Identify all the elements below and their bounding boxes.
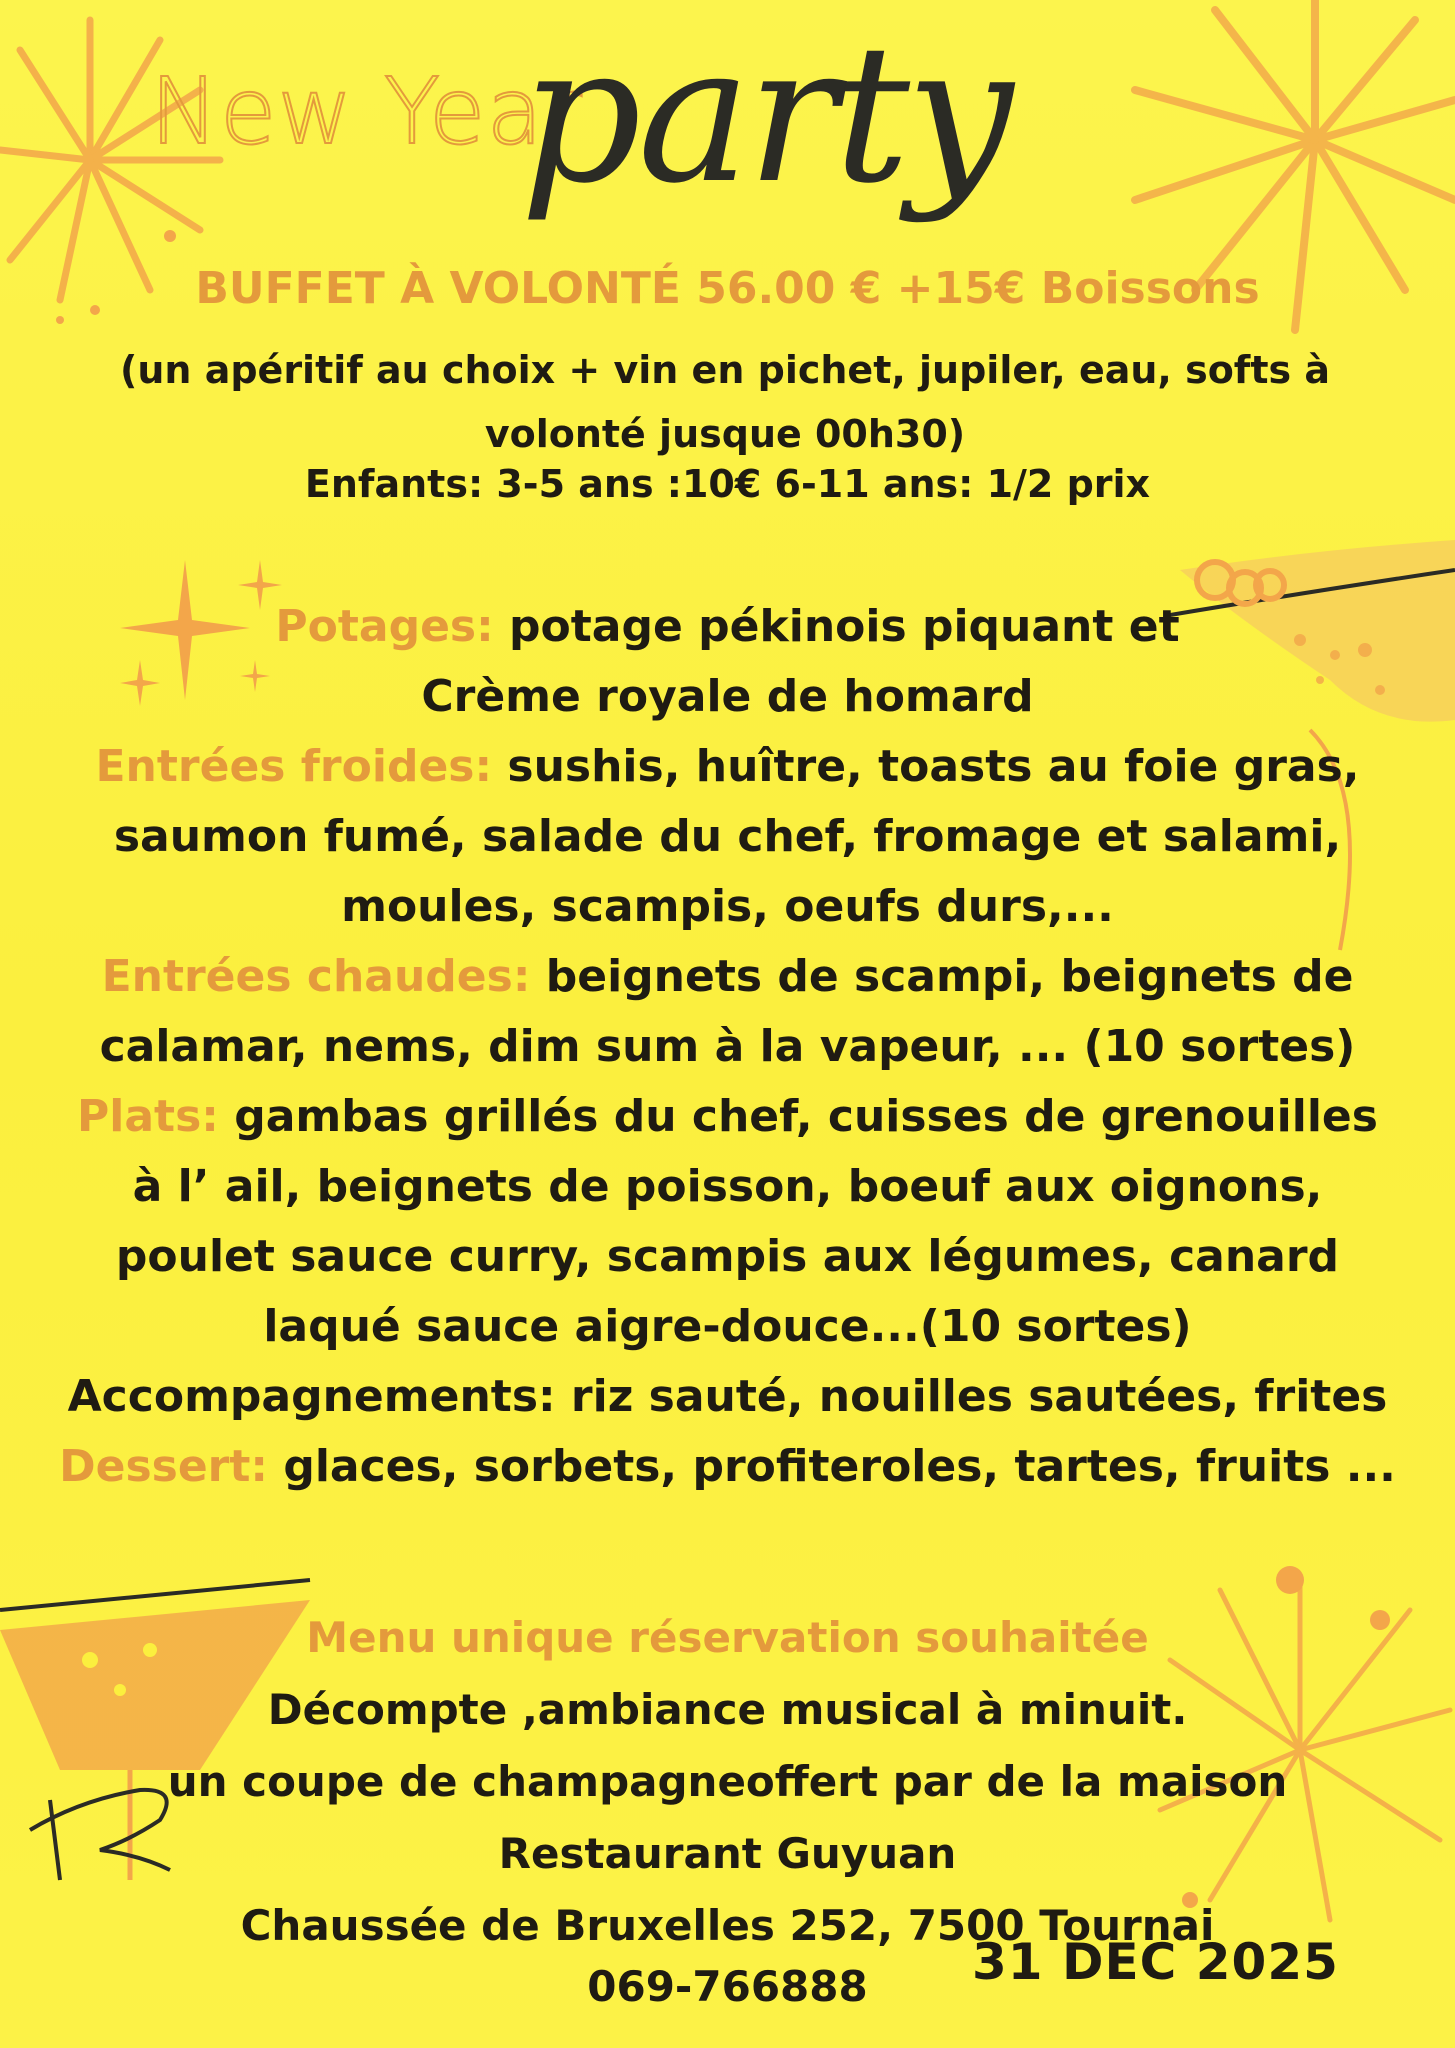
menu-line	[40, 1082, 1415, 1152]
menu-line: calamar, nems, dim sum à la vapeur, ... (10 sortes)	[99, 1021, 1356, 1072]
buffet-price-line: BUFFET À VOLONTÉ 56.00 € +15€ Boissons	[195, 263, 1260, 314]
dessert-text: glaces, sorbets, profiteroles, tartes, fruits ...	[283, 1441, 1396, 1492]
children-pricing: Enfants: 3-5 ans :10€ 6-11 ans: 1/2 prix	[304, 462, 1151, 506]
menu-line	[40, 732, 1415, 802]
menu-line	[40, 1432, 1415, 1502]
menu-line: Accompagnements: riz sauté, nouilles sautées, frites	[67, 1371, 1388, 1422]
phone-number: 069-766888	[587, 1962, 868, 2011]
dessert-label: Dessert:	[59, 1441, 268, 1492]
countdown-note: Décompte ,ambiance musical à minuit.	[267, 1685, 1188, 1734]
entrees-chaudes-text: beignets de scampi, beignets de	[545, 951, 1354, 1002]
footer-info	[0, 1602, 1455, 1962]
menu-list	[40, 592, 1415, 1502]
restaurant-address: Chaussée de Bruxelles 252, 7500 Tournai	[240, 1901, 1215, 1950]
champagne-note: un coupe de champagneoffert par de la maison	[167, 1757, 1288, 1806]
title-new-year: New Year	[150, 58, 583, 165]
menu-line: à l’ ail, beignets de poisson, boeuf aux oignons,	[132, 1161, 1323, 1212]
menu-line	[40, 942, 1415, 1012]
reservation-note: Menu unique réservation souhaitée	[306, 1613, 1149, 1662]
potages-label: Potages:	[275, 601, 494, 652]
menu-line: moules, scampis, oeufs durs,...	[341, 881, 1114, 932]
entrees-froides-text: sushis, huître, toasts au foie gras,	[507, 741, 1360, 792]
menu-line: saumon fumé, salade du chef, fromage et salami,	[113, 811, 1342, 862]
menu-line	[40, 592, 1415, 662]
title-party: party	[520, 4, 1010, 225]
plats-label: Plats:	[77, 1091, 219, 1142]
menu-line: Crème royale de homard	[421, 671, 1034, 722]
event-date: 31 DEC 2025	[972, 1933, 1339, 1991]
potages-text: potage pékinois piquant et	[509, 601, 1180, 652]
plats-text: gambas grillés du chef, cuisses de grenouilles	[234, 1091, 1378, 1142]
menu-line: poulet sauce curry, scampis aux légumes, canard	[115, 1231, 1340, 1282]
restaurant-name: Restaurant Guyuan	[498, 1829, 957, 1878]
drinks-info: (un apéritif au choix + vin en pichet, jupiler, eau, softs à volonté jusque 00h30)	[120, 348, 1330, 456]
entrees-froides-label: Entrées froides:	[95, 741, 493, 792]
entrees-chaudes-label: Entrées chaudes:	[101, 951, 531, 1002]
menu-line: laqué sauce aigre-douce...(10 sortes)	[263, 1301, 1192, 1352]
